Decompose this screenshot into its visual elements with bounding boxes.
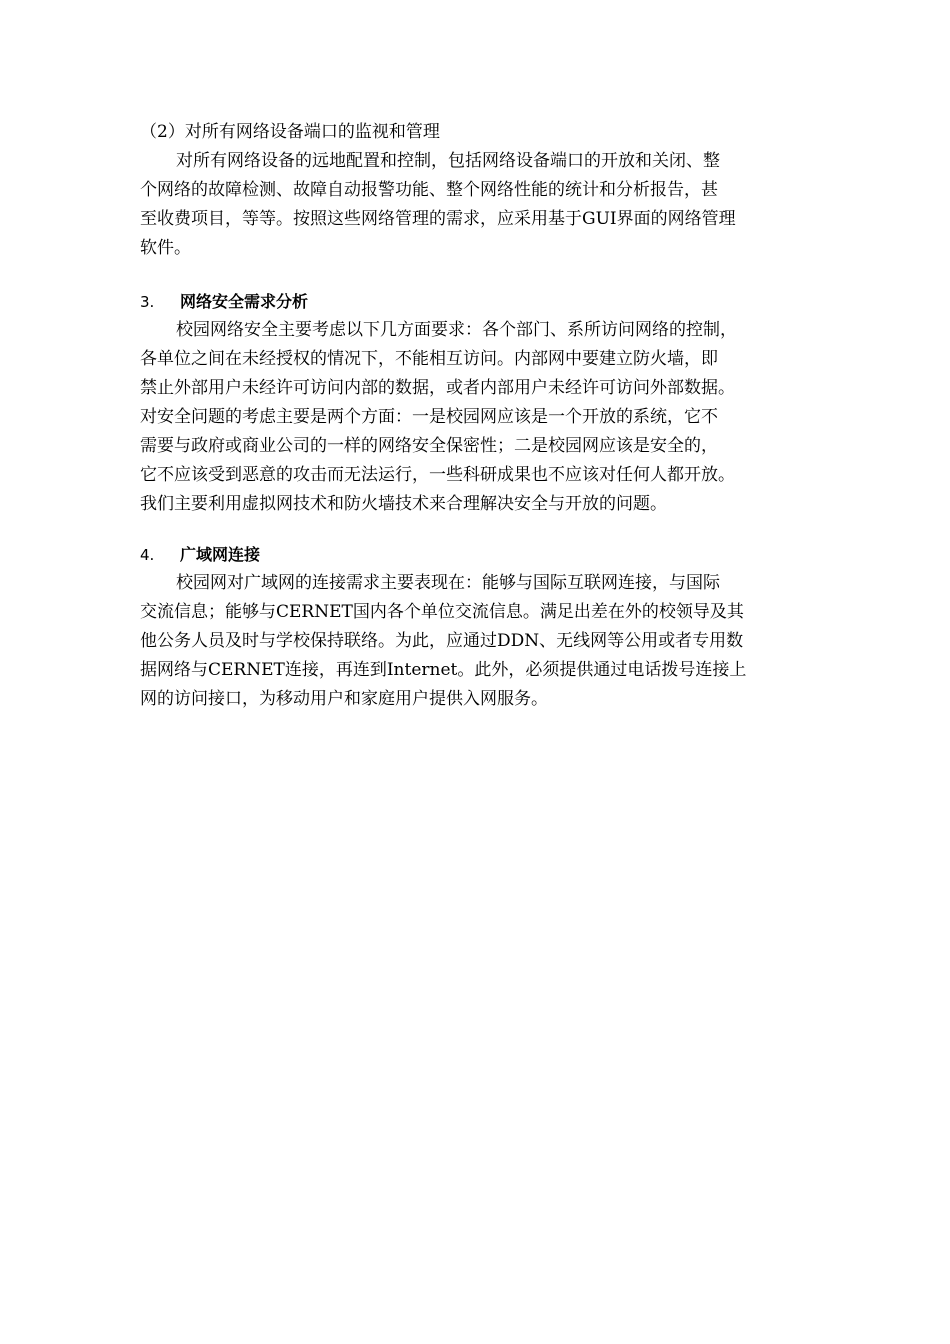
paragraph-line: 对所有网络设备的远地配置和控制，包括网络设备端口的开放和关闭、整	[176, 151, 720, 171]
section-3-heading	[140, 287, 820, 316]
paragraph-line: 网的访问接口，为移动用户和家庭用户提供入网服务。	[140, 689, 548, 709]
paragraph-line: 校园网络安全主要考虑以下几方面要求：各个部门、系所访问网络的控制，	[176, 320, 737, 340]
section-4-number: 4.	[140, 546, 155, 564]
paragraph-line: 对安全问题的考虑主要是两个方面：一是校园网应该是一个开放的系统，它不	[140, 407, 718, 427]
section-4-paragraph	[140, 569, 820, 714]
paragraph-line: 我们主要利用虚拟网技术和防火墙技术来合理解决安全与开放的问题。	[140, 494, 667, 514]
paragraph-line: 据网络与CERNET连接，再连到Internet。此外，必须提供通过电话拨号连接上	[140, 660, 747, 680]
document-body	[140, 118, 820, 714]
paragraph-line: 至收费项目，等等。按照这些网络管理的需求，应采用基于GUI界面的网络管理	[140, 209, 736, 229]
paragraph-line: 校园网对广域网的连接需求主要表现在：能够与国际互联网连接，与国际	[176, 573, 720, 593]
paragraph-line: 需要与政府或商业公司的一样的网络安全保密性；二是校园网应该是安全的，	[140, 436, 718, 456]
paragraph-line: 它不应该受到恶意的攻击而无法运行，一些科研成果也不应该对任何人都开放。	[140, 465, 735, 485]
paragraph-line: 各单位之间在未经授权的情况下，不能相互访问。内部网中要建立防火墙，即	[140, 349, 718, 369]
paragraph-line: 软件。	[140, 238, 191, 258]
spacer	[140, 263, 820, 287]
spacer	[140, 519, 820, 540]
subsection-title: （2）对所有网络设备端口的监视和管理	[140, 122, 440, 142]
section-3-paragraph	[140, 316, 820, 519]
section-4-title: 广域网连接	[180, 545, 261, 564]
paragraph-line: 个网络的故障检测、故障自动报警功能、整个网络性能的统计和分析报告，甚	[140, 180, 718, 200]
paragraph-line: 交流信息；能够与CERNET国内各个单位交流信息。满足出差在外的校领导及其	[140, 602, 744, 622]
section-3-title: 网络安全需求分析	[180, 292, 309, 311]
section-3-number: 3.	[140, 293, 155, 311]
section-4-heading	[140, 540, 820, 569]
paragraph-line: 他公务人员及时与学校保持联络。为此，应通过DDN、无线网等公用或者专用数	[140, 631, 744, 651]
paragraph-line: 禁止外部用户未经许可访问内部的数据，或者内部用户未经许可访问外部数据。	[140, 378, 735, 398]
subsection-paragraph	[140, 147, 820, 263]
